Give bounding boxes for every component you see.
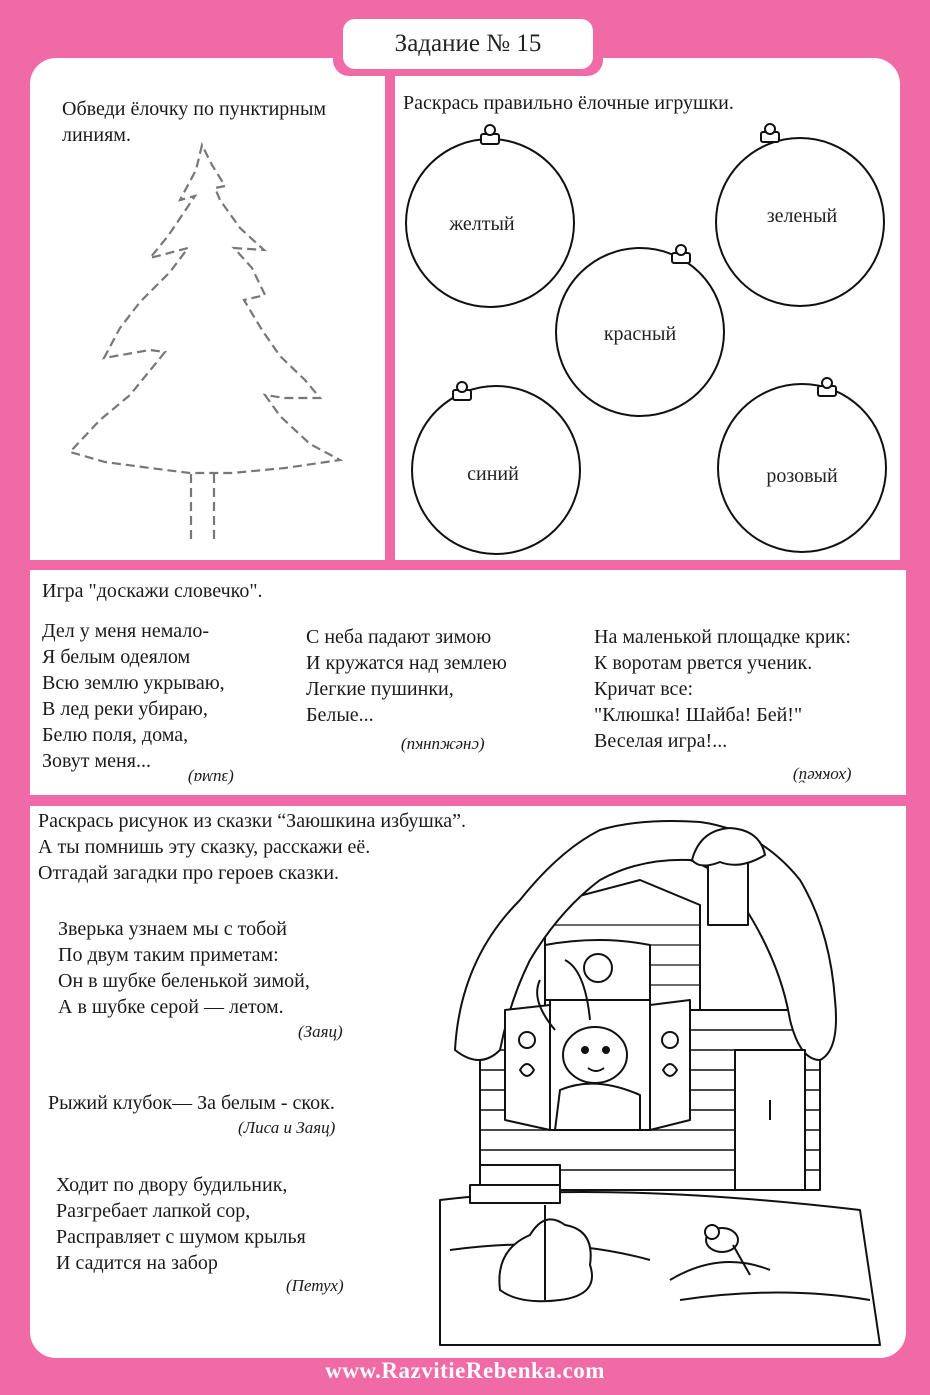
riddle-fox-answer: (Лиса и Заяц) (238, 1118, 336, 1137)
riddle-hare-answer: (Заяц) (298, 1022, 343, 1041)
ornament-label-pink: розовый (766, 465, 838, 487)
riddle-winter-answer: (зима) (188, 769, 234, 788)
ornaments-instruction: Раскрась правильно ёлочные игрушки. (403, 92, 734, 114)
riddle-hockey-text: На маленькой площадке крик: К воротам рвется ученик. Кричат все: "Клюшка! Шайба! Бей!" Веселая игра!... (594, 626, 851, 752)
riddle-snowflakes-text: С неба падают зимою И кружатся над землею Легкие пушинки, Белые... (306, 626, 507, 726)
footer-site-link[interactable]: www.RazvitieRebenka.com (325, 1358, 605, 1383)
riddle-rooster-answer: (Петух) (286, 1276, 344, 1295)
tree-instruction: Обведи ёлочку по пунктирным линиям. (62, 98, 327, 146)
fairy-tale-intro: Раскрась рисунок из сказки “Заюшкина избушка”. А ты помнишь эту сказку, расскажи её. Отгадай загадки про героев сказки. (38, 810, 466, 884)
riddle-hare-text: Зверька узнаем мы с тобой По двум таким приметам: Он в шубке беленькой зимой, А в шубке серой — летом. (58, 918, 310, 1018)
riddle-rooster-text: Ходит по двору будильник, Разгребает лапкой сор, Расправляет с шумом крылья И садится на забор (56, 1174, 306, 1274)
riddle-hockey-answer: (хоккей) (793, 767, 852, 786)
riddle-fox-text: Рыжий клубок— За белым - скок. (48, 1092, 335, 1114)
riddle-winter-text: Дел у меня немало- Я белым одеялом Всю землю укрываю, В лед реки убираю, Белю поля, дома, Зовут меня... (42, 620, 225, 772)
ornament-label-yellow: желтый (449, 213, 515, 235)
ornament-label-green: зеленый (766, 205, 838, 227)
ornament-label-red: красный (603, 323, 677, 345)
word-game-title: Игра "доскажи словечко". (42, 580, 263, 602)
riddle-snowflakes-answer: (снежинки) (401, 737, 485, 756)
page-title: Задание № 15 (343, 19, 593, 69)
ornament-label-blue: синий (467, 463, 519, 485)
